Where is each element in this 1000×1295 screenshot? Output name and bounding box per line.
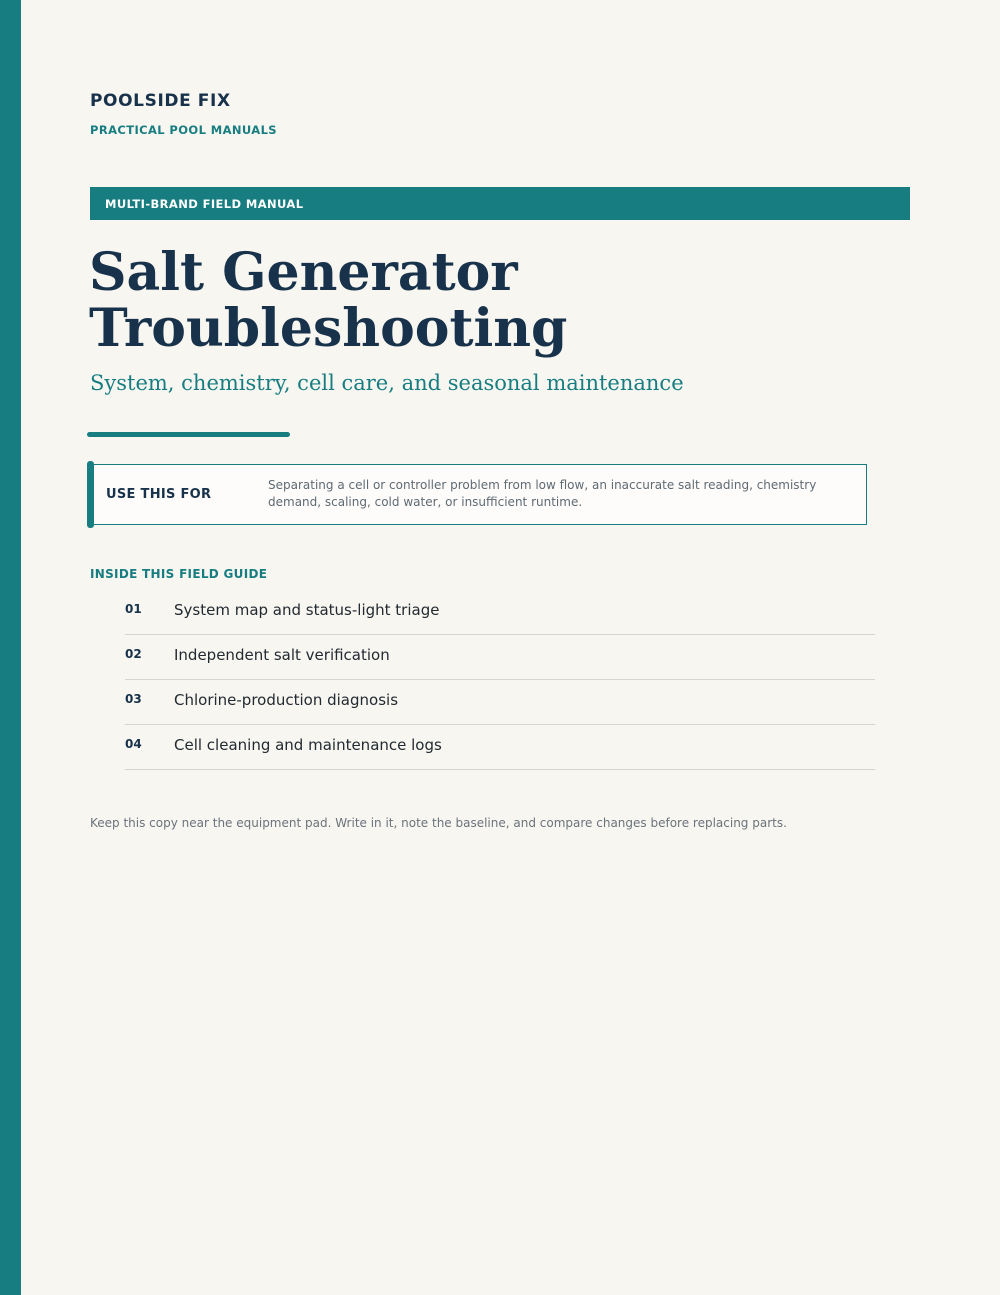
toc-heading: INSIDE THIS FIELD GUIDE xyxy=(90,567,268,581)
toc-item-number: 04 xyxy=(125,737,142,751)
brand-name: POOLSIDE FIX xyxy=(90,91,231,111)
callout-label: USE THIS FOR xyxy=(106,487,212,502)
toc-item-label: Independent salt verification xyxy=(174,646,390,664)
kicker-banner xyxy=(90,187,910,220)
brand-tagline: PRACTICAL POOL MANUALS xyxy=(90,123,277,137)
callout-accent-bar xyxy=(87,461,94,528)
title-divider xyxy=(87,432,290,437)
toc-item-number: 01 xyxy=(125,602,142,616)
page-title xyxy=(89,242,889,359)
toc-item-label: Cell cleaning and maintenance logs xyxy=(174,736,442,754)
toc-item xyxy=(125,680,875,725)
toc-item xyxy=(125,725,875,770)
toc-item-number: 03 xyxy=(125,692,142,706)
left-accent-band xyxy=(0,0,21,1295)
toc-item-label: System map and status-light triage xyxy=(174,601,440,619)
toc-item-label: Chlorine-production diagnosis xyxy=(174,691,399,709)
kicker-label: MULTI-BRAND FIELD MANUAL xyxy=(105,197,304,211)
page-subtitle: System, chemistry, cell care, and seasonal maintenance xyxy=(90,371,684,395)
use-this-for-callout xyxy=(90,464,867,525)
toc-item xyxy=(125,590,875,635)
table-of-contents xyxy=(125,590,875,770)
toc-item-number: 02 xyxy=(125,647,142,661)
title-line-2: Troubleshooting xyxy=(89,298,568,359)
toc-item xyxy=(125,635,875,680)
title-line-1: Salt Generator xyxy=(89,242,518,303)
callout-text: Separating a cell or controller problem from low flow, an inaccurate salt reading, chemistry demand, scaling, cold water, or insufficient runtime. xyxy=(268,478,817,509)
footer-note: Keep this copy near the equipment pad. Write in it, note the baseline, and compare changes before replacing parts. xyxy=(90,816,787,830)
